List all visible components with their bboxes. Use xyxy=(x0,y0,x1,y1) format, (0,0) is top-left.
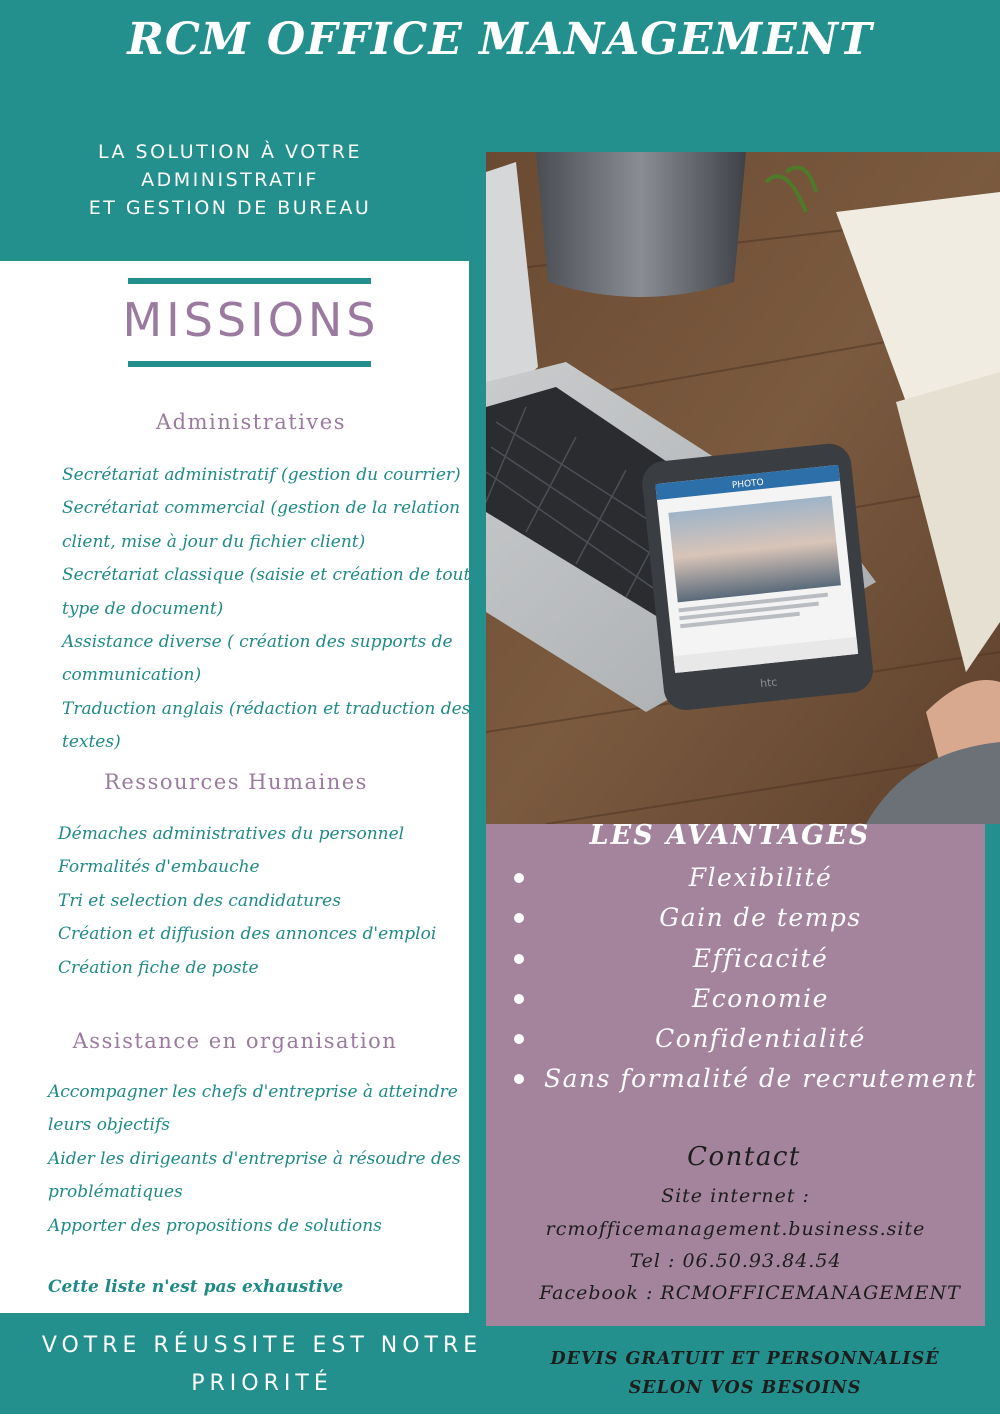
advantage-item xyxy=(486,979,985,1019)
footer-quote-line-2: SELON VOS BESOINS xyxy=(628,1378,862,1398)
section-heading-assistance-organisation: Assistance en organisation xyxy=(72,1029,398,1053)
missions-top-rule xyxy=(128,278,371,284)
assistance-organisation-list xyxy=(48,1076,461,1243)
list-item: leurs objectifs xyxy=(48,1115,170,1136)
contact-site-url[interactable]: rcmofficemanagement.business.site xyxy=(545,1218,926,1240)
list-item: client, mise à jour du fichier client) xyxy=(62,531,366,552)
bullet-icon xyxy=(514,1034,524,1044)
contact-facebook: Facebook : RCMOFFICEMANAGEMENT xyxy=(539,1282,961,1304)
list-item: Aider les dirigeants d'entreprise à résoudre des xyxy=(48,1148,461,1169)
advantage-item xyxy=(486,939,985,979)
contact-site-label: Site internet : xyxy=(661,1185,810,1207)
footer-quote xyxy=(486,1345,1000,1403)
missions-bottom-rule xyxy=(128,361,371,367)
list-item: type de document) xyxy=(62,598,224,619)
section-heading-ressources-humaines: Ressources Humaines xyxy=(104,770,368,794)
advantage-item xyxy=(486,898,985,938)
list-item: textes) xyxy=(62,732,121,753)
list-item: Création et diffusion des annonces d'emploi xyxy=(58,924,437,945)
list-item: Traduction anglais (rédaction et traduction des xyxy=(62,698,471,719)
list-item: Secrétariat classique (saisie et création de tout xyxy=(62,565,471,586)
list-item: problématiques xyxy=(48,1182,183,1203)
advantage-label: Confidentialité xyxy=(655,1024,866,1054)
exhaustive-note: Cette liste n'est pas exhaustive xyxy=(48,1277,344,1297)
contact-tel: Tel : 06.50.93.84.54 xyxy=(629,1250,842,1272)
footer-slogan-line-2: PRIORITÉ xyxy=(191,1371,333,1396)
advantage-label: Sans formalité de recrutement xyxy=(543,1064,978,1094)
ressources-humaines-list xyxy=(58,818,436,985)
advantage-item xyxy=(486,858,985,898)
advantage-item xyxy=(486,1019,985,1059)
phone-screen-title: PHOTO xyxy=(731,477,765,492)
tagline-line-2: ET GESTION DE BUREAU xyxy=(88,197,372,219)
advantage-label: Flexibilité xyxy=(688,863,833,892)
list-item: Formalités d'embauche xyxy=(58,857,260,878)
phone-brand: htc xyxy=(759,675,779,691)
bullet-icon xyxy=(514,873,524,883)
missions-title: MISSIONS xyxy=(122,293,380,347)
advantage-label: Economie xyxy=(692,983,829,1013)
bullet-icon xyxy=(514,954,524,964)
desk-photo-illustration xyxy=(486,152,1000,824)
advantages-list xyxy=(486,858,985,1100)
page-title: RCM OFFICE MANAGEMENT xyxy=(127,14,873,65)
tagline xyxy=(30,138,430,222)
list-item: Tri et selection des candidatures xyxy=(58,890,341,911)
smartphone xyxy=(640,442,875,713)
footer-slogan-line-1: VOTRE RÉUSSITE EST NOTRE xyxy=(41,1333,483,1358)
list-item: Secrétariat administratif (gestion du courrier) xyxy=(62,465,461,485)
administratives-list xyxy=(62,459,470,760)
footer-quote-line-1: DEVIS GRATUIT ET PERSONNALISÉ xyxy=(550,1349,940,1369)
advantage-item xyxy=(486,1059,985,1099)
bullet-icon xyxy=(514,913,524,923)
list-item: Assistance diverse ( création des supports de xyxy=(62,632,453,653)
advantages-title: LES AVANTAGES xyxy=(589,820,871,851)
list-item: Apporter des propositions de solutions xyxy=(48,1215,382,1236)
footer-slogan xyxy=(40,1327,484,1403)
list-item: Secrétariat commercial (gestion de la relation xyxy=(62,498,461,519)
bullet-icon xyxy=(514,994,524,1004)
advantage-label: Gain de temps xyxy=(659,903,862,933)
contact-title: Contact xyxy=(687,1142,801,1172)
bullet-icon xyxy=(514,1074,524,1084)
list-item: communication) xyxy=(62,665,202,686)
list-item: Création fiche de poste xyxy=(58,957,259,978)
tagline-line-1: LA SOLUTION À VOTRE ADMINISTRATIF xyxy=(97,141,362,191)
list-item: Accompagner les chefs d'entreprise à atteindre xyxy=(48,1082,458,1102)
desk-photo xyxy=(486,152,1000,824)
section-heading-administratives: Administratives xyxy=(156,410,346,434)
list-item: Démaches administratives du personnel xyxy=(58,824,405,844)
advantage-label: Efficacité xyxy=(692,943,829,973)
